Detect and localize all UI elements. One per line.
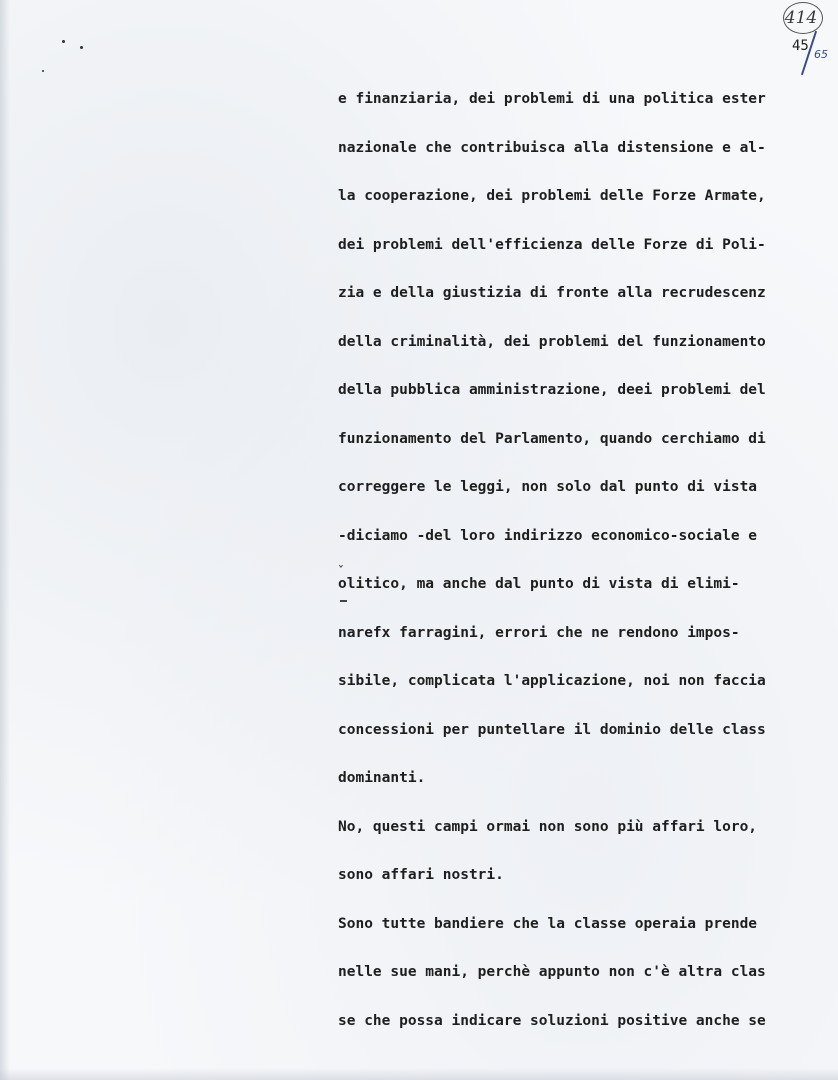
scan-bottom-shadow xyxy=(0,1068,838,1080)
text-line: zia e della giustizia di fronte alla recrudescenz xyxy=(338,285,766,301)
text-line: se che possa indicare soluzioni positive anche se xyxy=(338,1012,766,1029)
text-line: sibile, complicata l'applicazione, noi non faccia xyxy=(338,673,766,689)
text-line: nazionale che contribuisca alla distensione e al- xyxy=(338,139,766,156)
text-line: e finanziaria, dei problemi di una politica ester xyxy=(338,91,766,107)
text-line: narefx farragini, errori che ne rendono impos- xyxy=(338,624,740,641)
text-line: concessioni per puntellare il dominio delle class xyxy=(338,721,766,738)
typed-text-column xyxy=(338,84,838,1054)
text-line: funzionamento del Parlamento, quando cerchiamo di xyxy=(338,430,766,447)
text-line: della pubblica amministrazione, deei problemi del xyxy=(338,382,766,398)
text-line: nelle sue mani, perchè appunto non c'è altra clas xyxy=(338,964,766,980)
insertion-caret-mark: ˇ xyxy=(337,565,345,580)
scan-left-shadow xyxy=(0,0,10,1080)
text-line: correggere le leggi, non solo dal punto di vista xyxy=(338,479,758,495)
text-line: sono affari nostri. xyxy=(338,867,504,883)
text-line: la cooperazione, dei problemi delle Forze Armate, xyxy=(338,188,766,204)
text-line: dominanti. xyxy=(338,770,426,786)
text-line: No, questi campi ormai non sono più affari loro, xyxy=(338,818,758,835)
text-line: -diciamo -del loro indirizzo economico-sociale e xyxy=(338,527,758,544)
archive-number: 414 xyxy=(784,8,818,28)
text-line: della criminalità, dei problemi del funzionamento xyxy=(338,333,766,350)
text-line: olitico, ma anche dal punto di vista di elimi- xyxy=(338,576,740,592)
page-number-typed: 45 xyxy=(792,38,809,54)
page-number-handwritten: 65 xyxy=(814,48,828,61)
text-line: Sono tutte bandiere che la classe operaia prende xyxy=(338,915,758,932)
dust-speck xyxy=(42,70,44,72)
dust-speck xyxy=(62,40,65,43)
dust-speck xyxy=(80,46,83,49)
text-line: dei problemi dell'efficienza delle Forze di Poli- xyxy=(338,236,766,253)
